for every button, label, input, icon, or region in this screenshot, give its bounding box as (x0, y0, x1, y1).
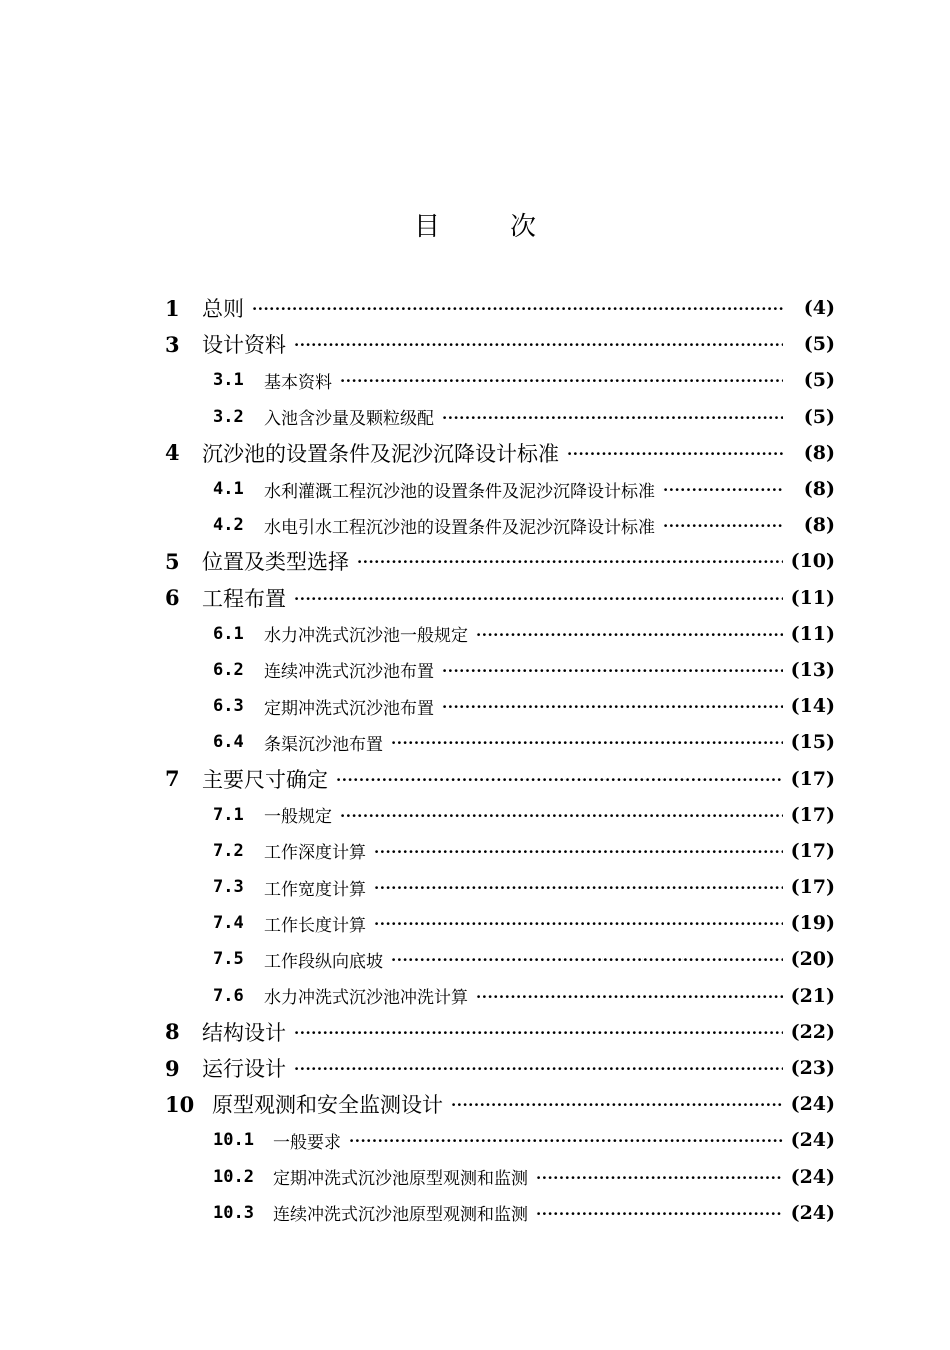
toc-entry-page: (17) (790, 803, 835, 826)
toc-entry-number: 8 (165, 1019, 180, 1045)
toc-section-entry[interactable] (165, 652, 835, 688)
toc-entry-page: (21) (790, 984, 835, 1007)
toc-entry-page: (24) (790, 1093, 835, 1116)
toc-entry-title: 水电引水工程沉沙池的设置条件及泥沙沉降设计标准 (264, 517, 655, 538)
toc-leader-dots (442, 698, 783, 716)
toc-entry-number: 3.2 (213, 406, 244, 427)
toc-entry-page: (13) (790, 658, 835, 681)
toc-chapter-entry[interactable] (165, 435, 835, 471)
toc-entry-title: 一般要求 (273, 1132, 341, 1153)
toc-entry-page: (14) (790, 695, 835, 718)
toc-entry-title: 工作宽度计算 (264, 879, 366, 900)
toc-entry-title: 水力冲洗式沉沙池一般规定 (264, 626, 468, 647)
toc-leader-dots (252, 300, 783, 318)
toc-entry-page: (24) (790, 1201, 835, 1224)
toc-section-entry[interactable] (165, 1159, 835, 1195)
toc-section-entry[interactable] (165, 833, 835, 869)
toc-entry-title: 工作深度计算 (264, 843, 366, 864)
toc-leader-dots (663, 517, 783, 535)
toc-entry-page: (10) (790, 550, 835, 573)
toc-entry-title: 连续冲洗式沉沙池原型观测和监测 (273, 1205, 528, 1226)
toc-leader-dots (442, 409, 783, 427)
toc-entry-title: 工作长度计算 (264, 915, 366, 936)
toc-entry-title: 水利灌溉工程沉沙池的设置条件及泥沙沉降设计标准 (264, 481, 655, 502)
toc-leader-dots (442, 662, 783, 680)
toc-entry-number: 7.6 (213, 985, 244, 1006)
toc-entry-title: 原型观测和安全监测设计 (212, 1093, 443, 1118)
toc-section-entry[interactable] (165, 797, 835, 833)
toc-entry-title: 水力冲洗式沉沙池冲洗计算 (264, 988, 468, 1009)
toc-leader-dots (294, 1024, 783, 1042)
toc-section-entry[interactable] (165, 362, 835, 398)
toc-entry-number: 7.3 (213, 877, 244, 898)
toc-leader-dots (349, 1132, 783, 1150)
toc-entry-number: 7 (165, 766, 180, 792)
toc-entry-number: 7.4 (213, 913, 244, 934)
toc-section-entry[interactable] (165, 688, 835, 724)
toc-chapter-entry[interactable] (165, 580, 835, 616)
toc-entry-title: 设计资料 (202, 333, 286, 358)
toc-chapter-entry[interactable] (165, 1050, 835, 1086)
toc-entry-number: 6.2 (213, 659, 244, 680)
toc-entry-title: 工程布置 (202, 586, 286, 611)
toc-entry-number: 10.3 (213, 1202, 254, 1223)
toc-entry-page: (8) (803, 478, 835, 501)
toc-entry-number: 6 (165, 585, 180, 611)
toc-entry-number: 7.1 (213, 804, 244, 825)
toc-entry-page: (17) (790, 876, 835, 899)
toc-entry-title: 位置及类型选择 (202, 550, 349, 575)
toc-entry-number: 3 (165, 331, 180, 357)
toc-leader-dots (374, 879, 783, 897)
toc-section-entry[interactable] (165, 1122, 835, 1158)
toc-entry-page: (11) (790, 586, 835, 609)
toc-leader-dots (663, 481, 783, 499)
toc-entry-title: 主要尺寸确定 (202, 767, 328, 792)
toc-entry-page: (24) (790, 1165, 835, 1188)
toc-entry-number: 6.1 (213, 623, 244, 644)
toc-entry-page: (23) (790, 1057, 835, 1080)
toc-entry-number: 5 (165, 548, 180, 574)
toc-entry-page: (4) (803, 297, 835, 320)
toc-entry-number: 9 (165, 1055, 180, 1081)
toc-section-entry[interactable] (165, 905, 835, 941)
toc-section-entry[interactable] (165, 941, 835, 977)
toc-chapter-entry[interactable] (165, 543, 835, 579)
toc-leader-dots (476, 988, 783, 1006)
toc-leader-dots (451, 1096, 783, 1114)
title-char-2: 次 (510, 212, 537, 242)
toc-entry-title: 定期冲洗式沉沙池原型观测和监测 (273, 1169, 528, 1190)
toc-section-entry[interactable] (165, 507, 835, 543)
toc-chapter-entry[interactable] (165, 760, 835, 796)
toc-leader-dots (374, 843, 783, 861)
toc-chapter-entry[interactable] (165, 1086, 835, 1122)
toc-entry-title: 总则 (202, 297, 244, 322)
toc-section-entry[interactable] (165, 978, 835, 1014)
toc-entry-title: 定期冲洗式沉沙池布置 (264, 698, 434, 719)
toc-leader-dots (476, 626, 783, 644)
toc-entry-page: (5) (803, 405, 835, 428)
toc-entry-page: (17) (790, 839, 835, 862)
toc-entry-title: 运行设计 (202, 1057, 286, 1082)
toc-section-entry[interactable] (165, 471, 835, 507)
table-of-contents (165, 290, 835, 1231)
toc-entry-title: 条渠沉沙池布置 (264, 734, 383, 755)
toc-section-entry[interactable] (165, 399, 835, 435)
toc-entry-page: (24) (790, 1129, 835, 1152)
toc-entry-number: 4.1 (213, 479, 244, 500)
toc-leader-dots (536, 1169, 783, 1187)
toc-leader-dots (336, 771, 783, 789)
page-title (0, 206, 950, 243)
toc-entry-page: (5) (803, 369, 835, 392)
toc-leader-dots (391, 951, 783, 969)
toc-entry-number: 7.2 (213, 840, 244, 861)
toc-entry-title: 工作段纵向底坡 (264, 951, 383, 972)
toc-leader-dots (294, 1060, 783, 1078)
toc-leader-dots (567, 445, 783, 463)
toc-entry-page: (8) (803, 514, 835, 537)
toc-chapter-entry[interactable] (165, 290, 835, 326)
toc-leader-dots (357, 553, 783, 571)
toc-chapter-entry[interactable] (165, 326, 835, 362)
toc-leader-dots (340, 807, 783, 825)
toc-leader-dots (294, 336, 783, 354)
toc-entry-page: (8) (803, 441, 835, 464)
toc-entry-number: 6.4 (213, 732, 244, 753)
toc-entry-page: (20) (790, 948, 835, 971)
toc-leader-dots (340, 372, 783, 390)
toc-section-entry[interactable] (165, 724, 835, 760)
toc-leader-dots (391, 734, 783, 752)
toc-entry-page: (5) (803, 333, 835, 356)
toc-leader-dots (294, 590, 783, 608)
toc-entry-page: (17) (790, 767, 835, 790)
toc-entry-page: (15) (790, 731, 835, 754)
toc-leader-dots (374, 915, 783, 933)
toc-entry-number: 10 (165, 1091, 195, 1117)
toc-entry-number: 1 (165, 295, 180, 321)
toc-entry-number: 4.2 (213, 515, 244, 536)
toc-section-entry[interactable] (165, 869, 835, 905)
toc-section-entry[interactable] (165, 616, 835, 652)
toc-chapter-entry[interactable] (165, 1014, 835, 1050)
toc-section-entry[interactable] (165, 1195, 835, 1231)
toc-entry-title: 基本资料 (264, 372, 332, 393)
toc-entry-title: 连续冲洗式沉沙池布置 (264, 662, 434, 683)
toc-entry-page: (11) (790, 622, 835, 645)
toc-entry-page: (22) (790, 1020, 835, 1043)
toc-entry-number: 7.5 (213, 949, 244, 970)
toc-entry-title: 沉沙池的设置条件及泥沙沉降设计标准 (202, 441, 559, 466)
toc-entry-title: 一般规定 (264, 807, 332, 828)
toc-entry-number: 3.1 (213, 370, 244, 391)
toc-entry-title: 入池含沙量及颗粒级配 (264, 409, 434, 430)
toc-entry-number: 10.2 (213, 1166, 254, 1187)
toc-leader-dots (536, 1205, 783, 1223)
toc-entry-page: (19) (790, 912, 835, 935)
toc-entry-title: 结构设计 (202, 1020, 286, 1045)
toc-entry-number: 6.3 (213, 696, 244, 717)
toc-entry-number: 10.1 (213, 1130, 254, 1151)
toc-entry-number: 4 (165, 440, 180, 466)
title-char-1: 目 (413, 212, 440, 242)
